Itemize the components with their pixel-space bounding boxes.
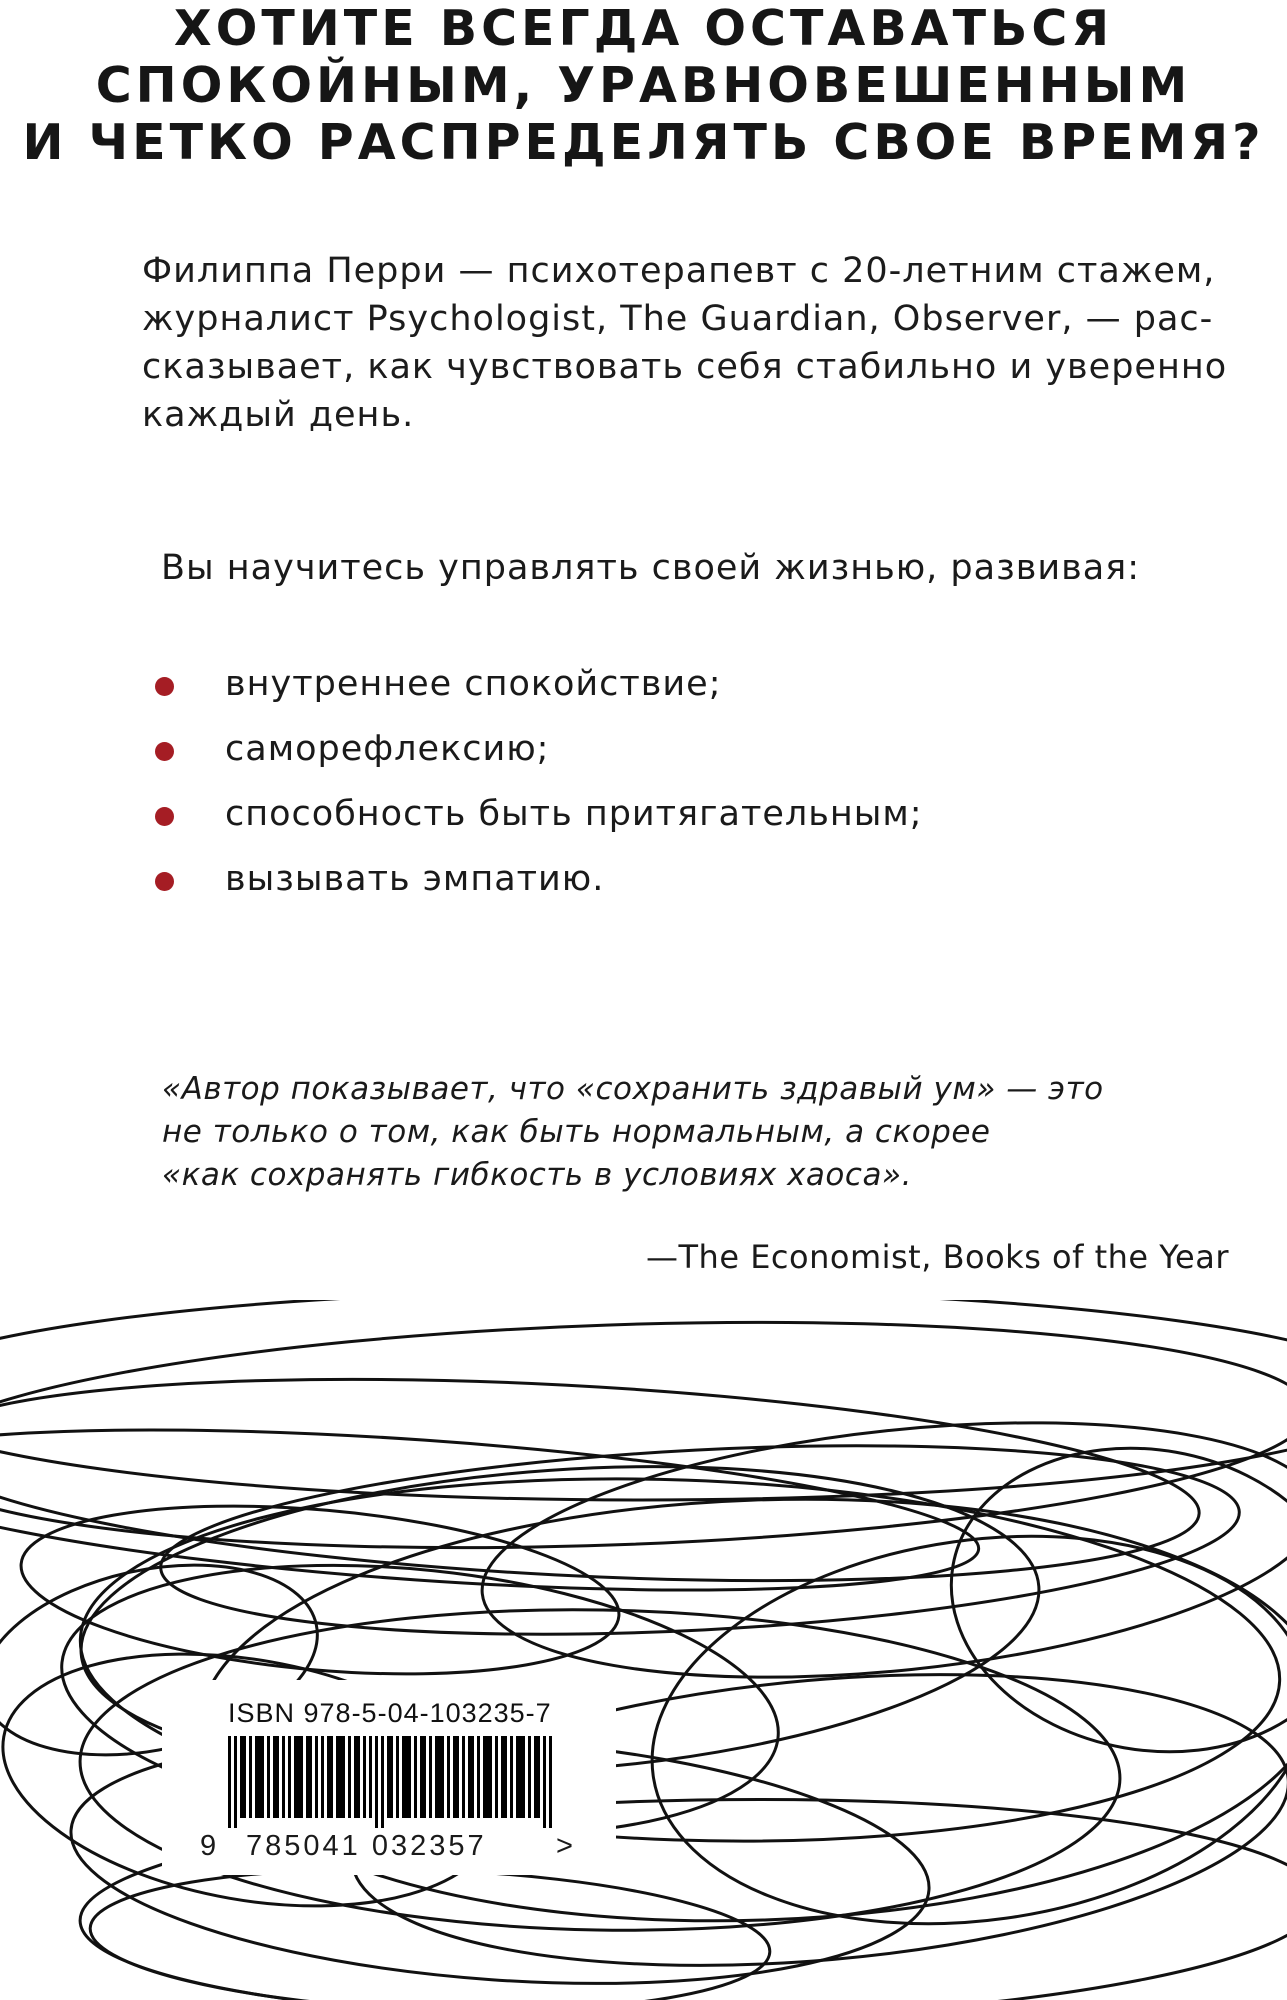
quote-line: «Автор показывает, что «сохранить здравый ум» — это <box>162 1071 1104 1107</box>
barcode-bars <box>228 1736 552 1828</box>
author-intro <box>142 247 1232 439</box>
barcode-first-digit: 9 <box>200 1830 217 1862</box>
review-quote <box>162 1068 1104 1197</box>
heading-line: И ЧЕТКО РАСПРЕДЕЛЯТЬ СВОЕ ВРЕМЯ? <box>22 114 1265 171</box>
scribble-illustration <box>0 1300 1287 2000</box>
list-item <box>151 855 923 920</box>
intro-line: журналист Psychologist, The Guardian, Observer, — рас- <box>142 299 1214 339</box>
heading-line: СПОКОЙНЫМ, УРАВНОВЕШЕННЫМ <box>95 57 1192 114</box>
bullet-dot-icon <box>155 872 174 891</box>
list-item <box>151 660 923 725</box>
quote-line: «как сохранять гибкость в условиях хаоса». <box>162 1157 912 1193</box>
intro-line: сказывает, как чувствовать себя стабильно и уверенно <box>142 347 1228 387</box>
list-item-text: способность быть притягательным; <box>225 794 923 834</box>
skills-lead: Вы научитесь управлять своей жизнью, развивая: <box>161 548 1140 588</box>
list-item-text: внутреннее спокойствие; <box>225 664 722 704</box>
isbn-label: ISBN 978-5-04-103235-7 <box>228 1698 552 1728</box>
scribble-loop <box>0 1301 1287 1570</box>
list-item-text: вызывать эмпатию. <box>225 859 605 899</box>
cover-heading <box>0 0 1287 171</box>
intro-line: каждый день. <box>142 395 415 435</box>
scribble-loop <box>470 1387 1287 1713</box>
barcode-end-marker: > <box>556 1830 573 1862</box>
quote-attribution: —The Economist, Books of the Year <box>646 1238 1229 1276</box>
heading-line: ХОТИТЕ ВСЕГДА ОСТАВАТЬСЯ <box>173 0 1114 57</box>
bullet-dot-icon <box>155 677 174 696</box>
skills-list <box>151 660 923 920</box>
isbn-barcode <box>162 1680 616 1875</box>
scribble-loop <box>927 1418 1287 1783</box>
quote-line: не только о том, как быть нормальным, а скорее <box>162 1114 991 1150</box>
intro-line: Филиппа Перри — психотерапевт с 20-летним стажем, <box>142 251 1216 291</box>
bullet-dot-icon <box>155 742 174 761</box>
list-item <box>151 790 923 855</box>
scribble-loop <box>0 1300 1287 1500</box>
list-item <box>151 725 923 790</box>
barcode-digits: 785041 032357 <box>246 1830 487 1862</box>
list-item-text: саморефлексию; <box>225 729 550 769</box>
bullet-dot-icon <box>155 807 174 826</box>
